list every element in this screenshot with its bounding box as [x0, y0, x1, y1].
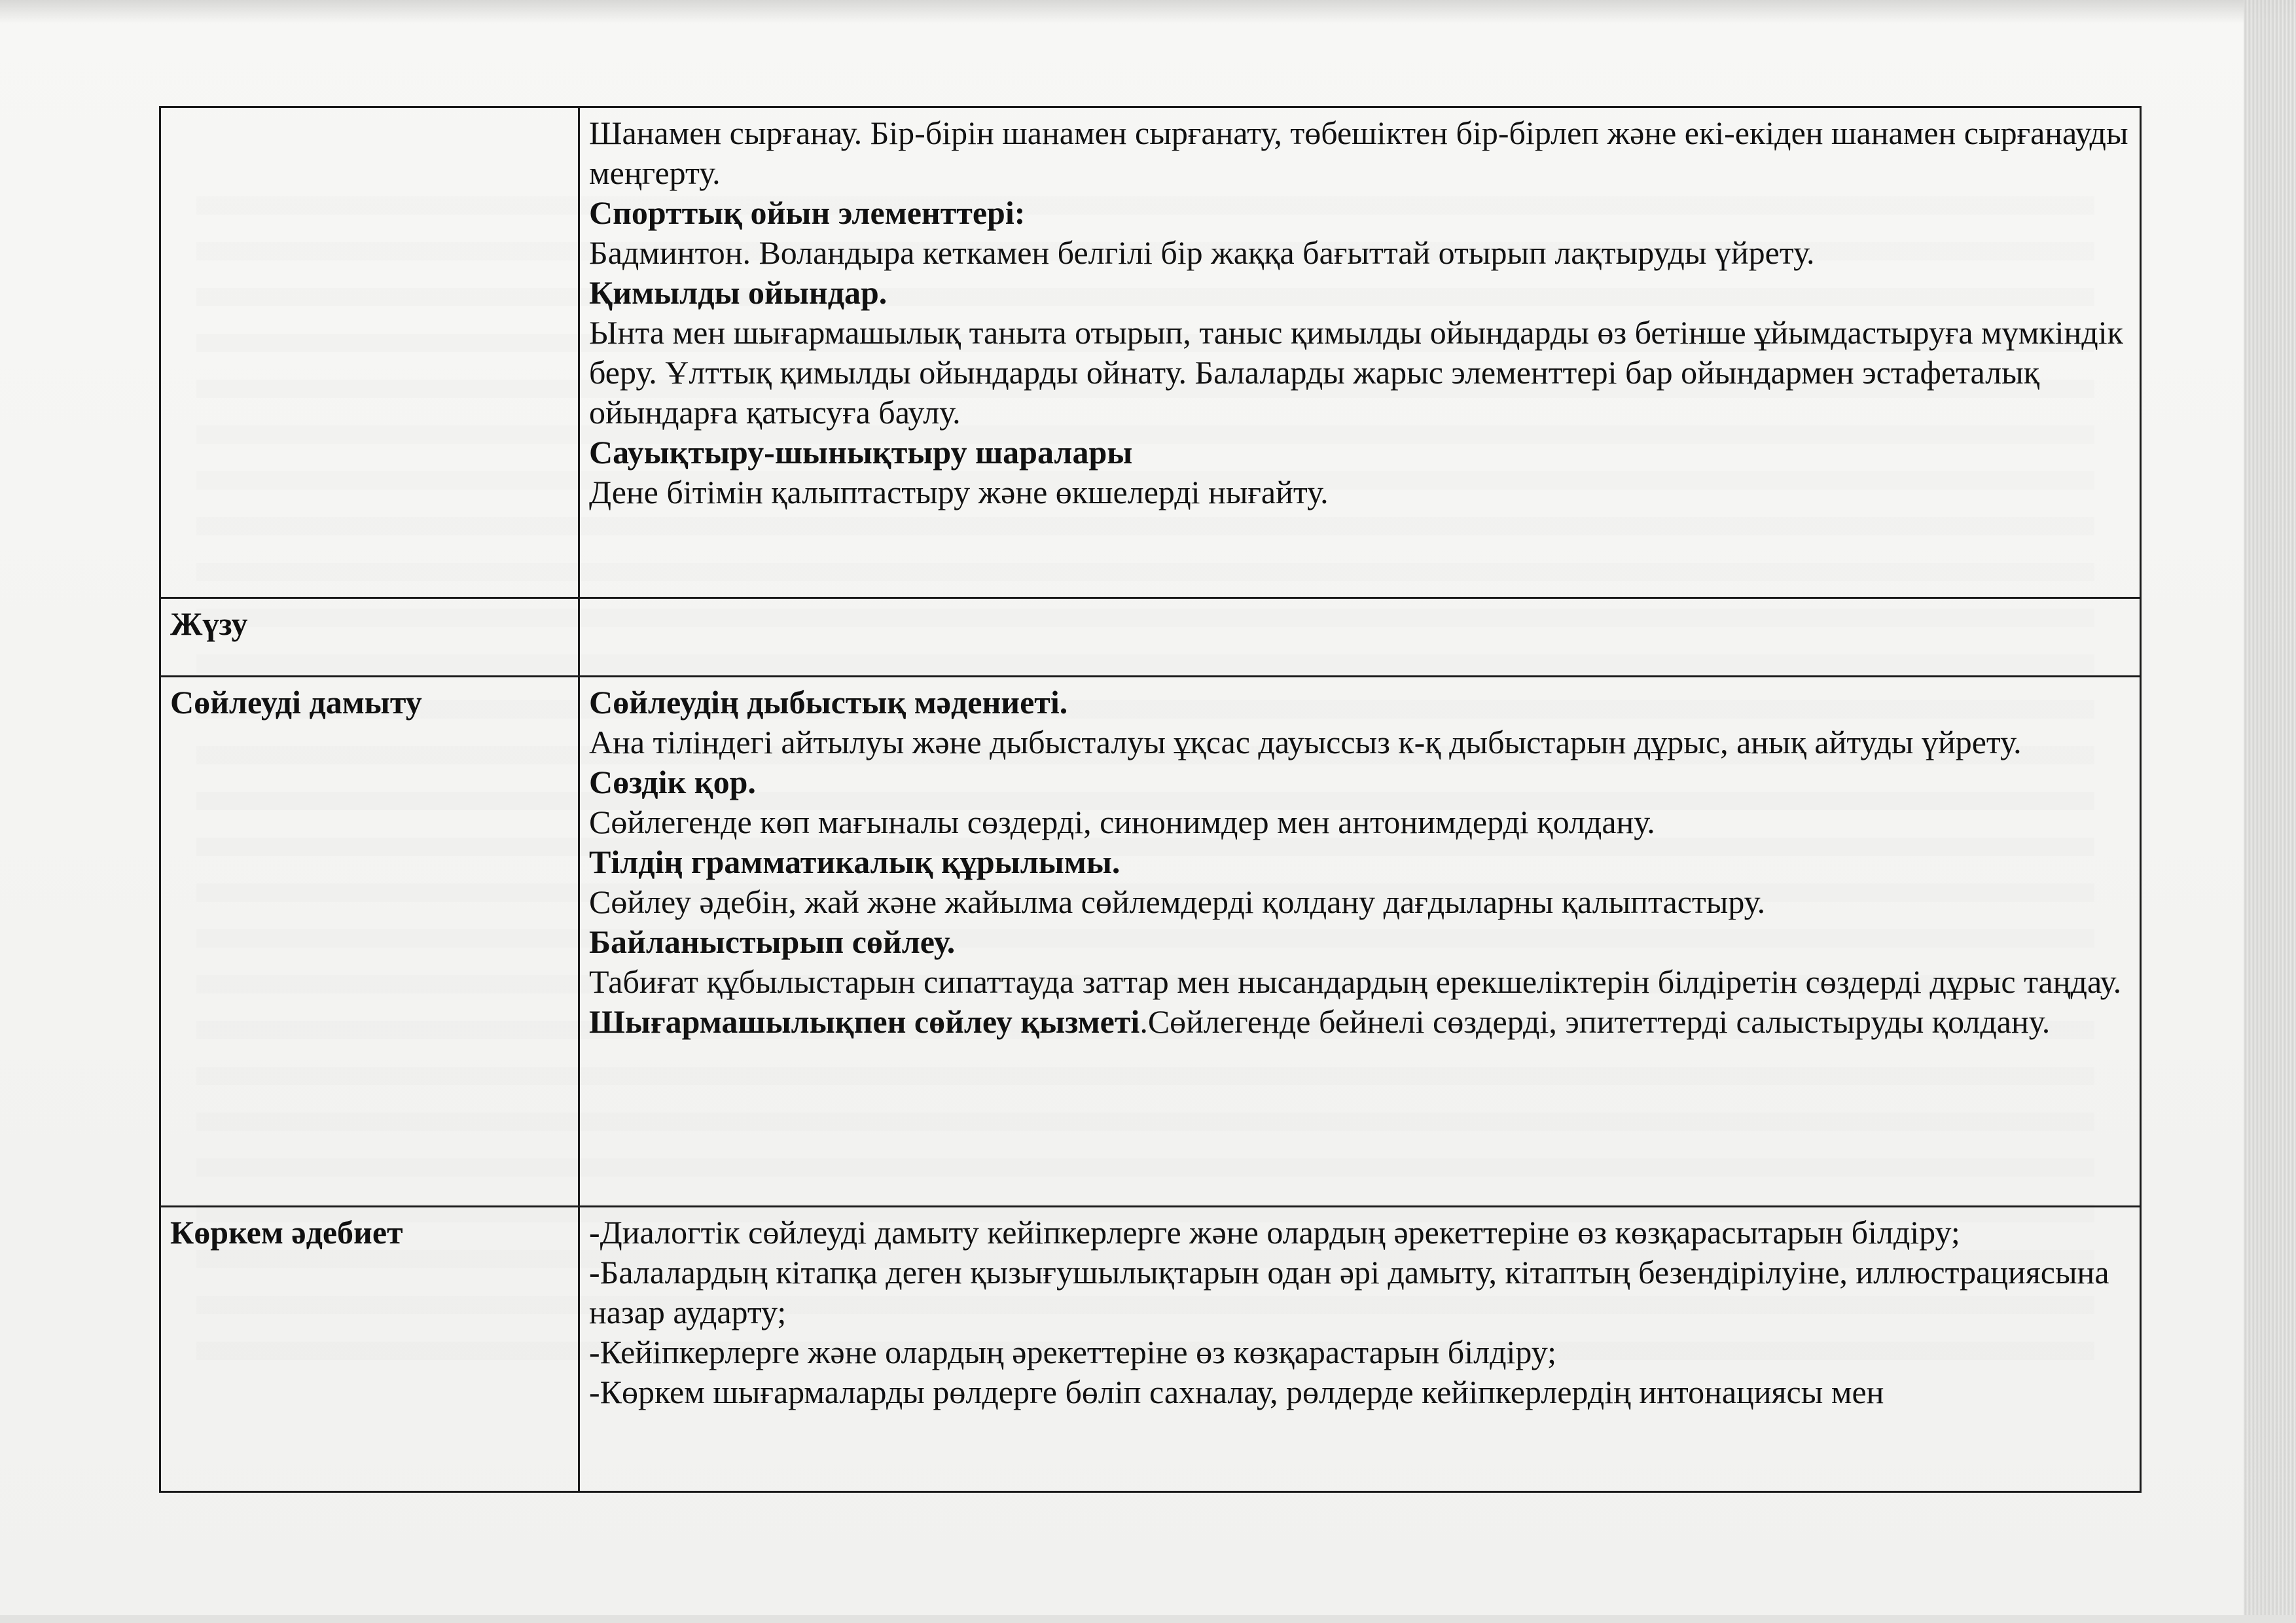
row-content-speech [579, 677, 2141, 1207]
active-games-text: Ынта мен шығармашылық танытa отырып, таныс қимылды ойындарды өз бетінше ұйымдастыруға мүмкіндік беру. Ұлттық қимылды ойындарды ойнату. Балаларды жарыс элементтері бар ойындармен эстафеталық ойындарға қатысуға баулу. [589, 314, 2123, 431]
connected-speech-heading: Байланыстырып сөйлеу. [589, 923, 956, 960]
sound-culture-heading: Сөйлеудің дыбыстық мәдениеті. [589, 684, 1068, 721]
scan-bottom-edge [0, 1615, 2296, 1623]
table-row [160, 107, 2141, 598]
scan-top-shadow [0, 0, 2296, 24]
health-measures-heading: Сауықтыру-шынықтыру шаралары [589, 434, 1133, 471]
fiction-item: -Диалогтік сөйлеуді дамыту кейіпкерлерге және олардың әрекеттеріне өз көзқарасытарын білдіру; [589, 1214, 1960, 1251]
creative-speech-heading: Шығармашылықпен сөйлеу қызметі [589, 1003, 1140, 1040]
sport-games-heading: Спорттық ойын элементтері: [589, 194, 1026, 231]
sound-culture-text: Ана тіліндегі айтылуы және дыбысталуы ұқсас дауыссыз к-қ дыбыстарын дұрыс, анық айтуды үйрету. [589, 724, 2022, 760]
active-games-heading: Қимылды ойындар. [589, 274, 888, 311]
health-measures-text: Дене бітімін қалыптастыру және өкшелерді нығайту. [589, 474, 1329, 510]
badminton-text: Бадминтон. Воландыра кеткамен белгілі бір жаққа бағыттай отырып лақтыруды үйрету. [589, 234, 1815, 271]
table-row [160, 598, 2141, 677]
vocabulary-heading: Сөздік қор. [589, 764, 756, 800]
vocabulary-text: Сөйлегенде көп мағыналы сөздерді, синонимдер мен антонимдерді қолдану. [589, 804, 1655, 840]
row-label-speech: Сөйлеуді дамыту [160, 677, 579, 1207]
connected-speech-text: Табиғат құбылыстарын сипаттауда заттар мен нысандардың ерекшеліктерін білдіретін сөздерді дұрыс таңдау. [589, 963, 2122, 1000]
fiction-item: -Көркем шығармаларды рөлдерге бөліп сахналау, рөлдерде кейіпкерлердің интонациясы мен [589, 1374, 1884, 1410]
row-content-fiction [579, 1207, 2141, 1492]
row-content-physical [579, 107, 2141, 598]
creative-speech-line [589, 1002, 2130, 1042]
row-label-fiction: Көркем әдебиет [160, 1207, 579, 1492]
row-label-empty [160, 107, 579, 598]
grammar-text: Сөйлеу әдебін, жай және жайылма сөйлемдерді қолдану дағдыларны қалыптастыру. [589, 883, 1766, 920]
curriculum-table [159, 106, 2142, 1493]
fiction-item: -Балалардың кітапқа деген қызығушылықтарын одан әрі дамыту, кітаптың безендірілуіне, иллюстрациясына назар аударту; [589, 1254, 2109, 1330]
row-label-swimming: Жүзу [160, 598, 579, 677]
fiction-item: -Кейіпкерлерге және олардың әрекеттеріне өз көзқарастарын білдіру; [589, 1334, 1556, 1370]
table-row [160, 1207, 2141, 1492]
grammar-heading: Тілдің грамматикалық құрылымы. [589, 844, 1121, 880]
sledding-text: Шанамен сырғанау. Бір-бірін шанамен сырғанату, төбешіктен бір-бірлеп және екі-екіден шанамен сырғанауды меңгерту. [589, 115, 2128, 191]
creative-speech-text: .Сөйлегенде бейнелі сөздерді, эпитеттерді салыстыруды қолдану. [1139, 1003, 2051, 1040]
table-row [160, 677, 2141, 1207]
book-page-edges [2244, 0, 2296, 1623]
row-content-swimming [579, 598, 2141, 677]
